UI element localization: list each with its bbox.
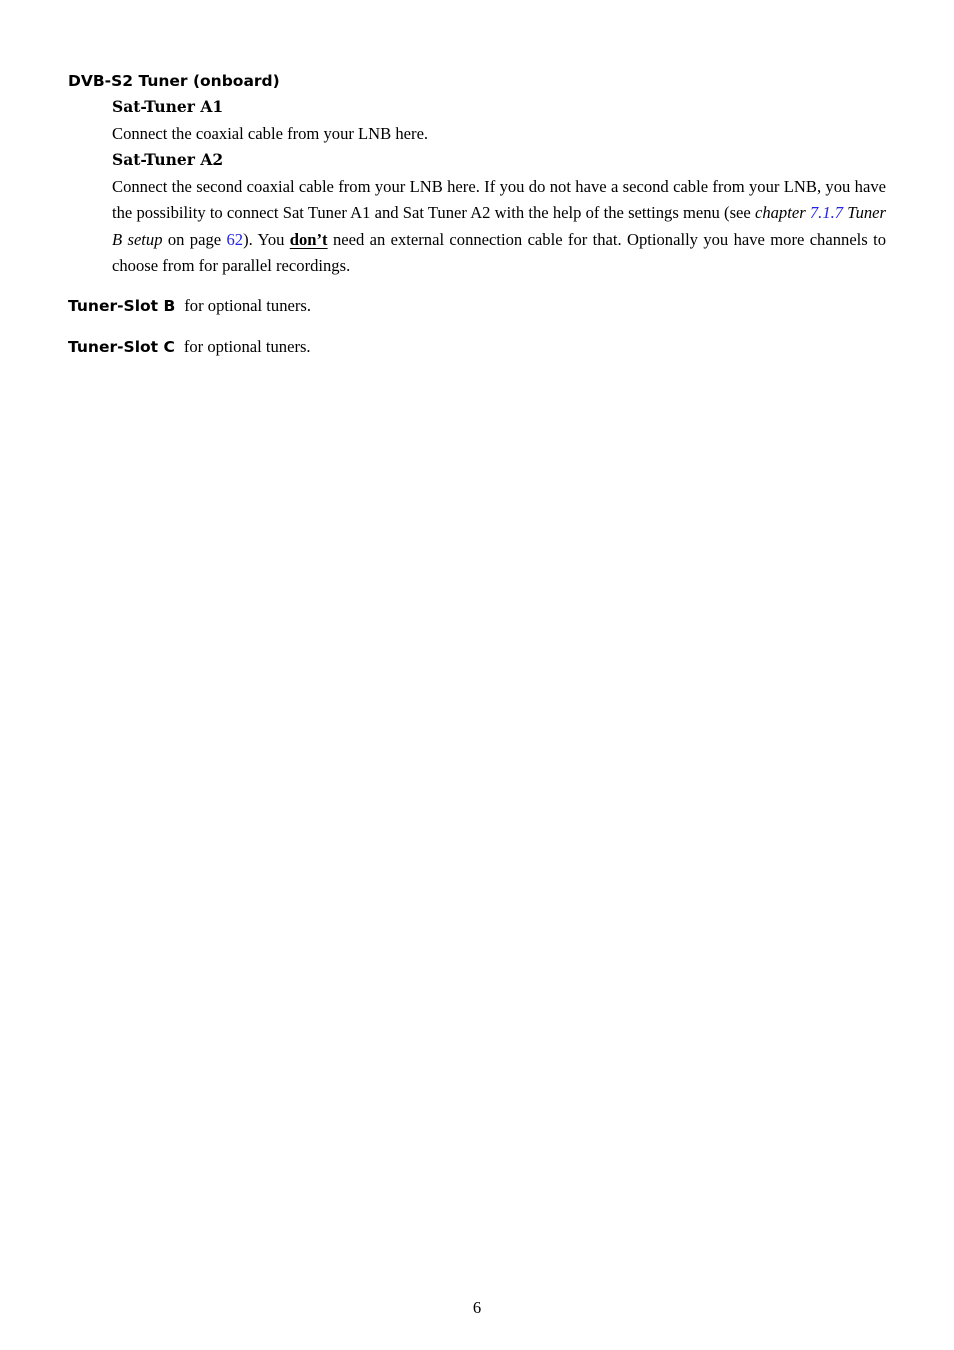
a2-text-end: need an external connection cable for that. Optionally you have more channels to choose from for parallel recordings. [112,229,887,275]
tuner-slot-c-label: Tuner-Slot C [68,338,175,356]
chapter-word: chapter [754,203,806,223]
chapter-reference-link[interactable]: 7.1.7 [809,203,844,223]
page-number: 6 [472,1298,482,1317]
chapter-title: Tuner B setup [112,203,886,249]
sat-tuner-a1-description: Connect the coaxial cable from your LNB here. [112,124,429,143]
sat-tuner-a2-description [112,174,886,279]
a2-text-middle: ). You [243,229,290,249]
tuner-slot-c-description: for optional tuners. [183,337,311,356]
sat-tuner-a1-heading: Sat-Tuner A1 [112,97,224,116]
tuner-slot-c-item [68,334,888,360]
on-page-text: on page [162,229,227,249]
section-heading-dvb-s2-tuner: DVB-S2 Tuner (onboard) [68,72,280,90]
a2-text-intro: Connect the second coaxial cable from your LNB here. If you do not have a second cable from your LNB, you have the possibility to connect Sat Tuner A1 and Sat Tuner A2 with the help of the settings menu (see [112,177,886,223]
tuner-slot-b-item [68,293,888,319]
tuner-slot-b-description: for optional tuners. [184,296,312,315]
sat-tuner-a2-heading: Sat-Tuner A2 [112,150,224,169]
page-reference-link[interactable]: 62 [226,229,244,249]
tuner-slot-b-label: Tuner-Slot B [68,297,176,315]
emphasis-dont: don’t [289,229,328,249]
